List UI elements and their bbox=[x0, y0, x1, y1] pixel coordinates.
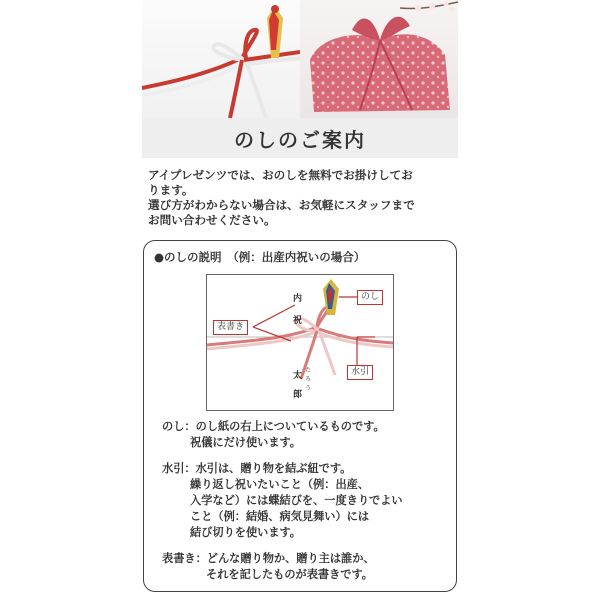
hero-images bbox=[142, 0, 458, 118]
diagram-name-char: 郎 bbox=[293, 390, 303, 400]
diagram-top-char: 内 bbox=[293, 294, 303, 304]
diagram-top-char: 祝 bbox=[293, 316, 303, 326]
definition-text: どんな贈り物か、贈り主は誰か、 bbox=[206, 551, 375, 565]
intro-line: ります。 bbox=[148, 183, 194, 197]
definition-term: のし： bbox=[162, 419, 196, 433]
definitions bbox=[162, 418, 403, 592]
intro-text bbox=[148, 168, 458, 228]
definition-text: それを記したものが表書きです。 bbox=[206, 567, 373, 581]
definition-text: 水引は、贈り物を結ぶ紐です。 bbox=[195, 461, 352, 475]
diagram-ruby-char: た bbox=[305, 367, 312, 374]
intro-line: アイプレゼンツでは、おのしを無料でお掛けしてお bbox=[148, 168, 413, 182]
definition-text: 繰り返し祝いたいこと（例：出産、 bbox=[190, 477, 370, 491]
page-title: のしのご案内 bbox=[234, 127, 366, 152]
intro-line: お問い合わせください。 bbox=[148, 213, 276, 227]
definition-noshi bbox=[162, 418, 403, 450]
diagram-ruby-char: う bbox=[305, 385, 312, 392]
noshi-diagram bbox=[206, 274, 394, 411]
definition-term: 水引： bbox=[162, 461, 196, 475]
callout-mizuhiki: 水引 bbox=[347, 365, 373, 380]
title-band bbox=[142, 118, 458, 158]
explanation-box bbox=[143, 240, 457, 592]
furoshiki-gift-image bbox=[300, 0, 458, 118]
callout-omotegaki: 表書き bbox=[213, 320, 248, 335]
definition-text: 入学など）には蝶結びを、一度きりでよい bbox=[190, 493, 403, 507]
definition-omotegaki bbox=[162, 550, 403, 582]
diagram-ruby-char: ろ bbox=[305, 376, 312, 383]
diagram-name-char: 太 bbox=[293, 371, 303, 381]
definition-text: 結び切りを使います。 bbox=[190, 525, 301, 539]
definition-term: 表書き： bbox=[162, 551, 207, 565]
intro-line: 選び方がわからない場合は、お気軽にスタッフまで bbox=[148, 198, 415, 212]
noshi-paper-image bbox=[142, 0, 300, 118]
callout-noshi: のし bbox=[357, 290, 383, 305]
definition-mizuhiki bbox=[162, 460, 403, 540]
definition-text: のし紙の右上についているものです。 bbox=[195, 419, 385, 433]
explanation-heading: ●のしの説明 （例：出産内祝いの場合） bbox=[154, 250, 366, 264]
definition-text: 祝儀にだけ使います。 bbox=[190, 435, 301, 449]
definition-text: こと（例：結婚、病気見舞い）には bbox=[190, 509, 370, 523]
